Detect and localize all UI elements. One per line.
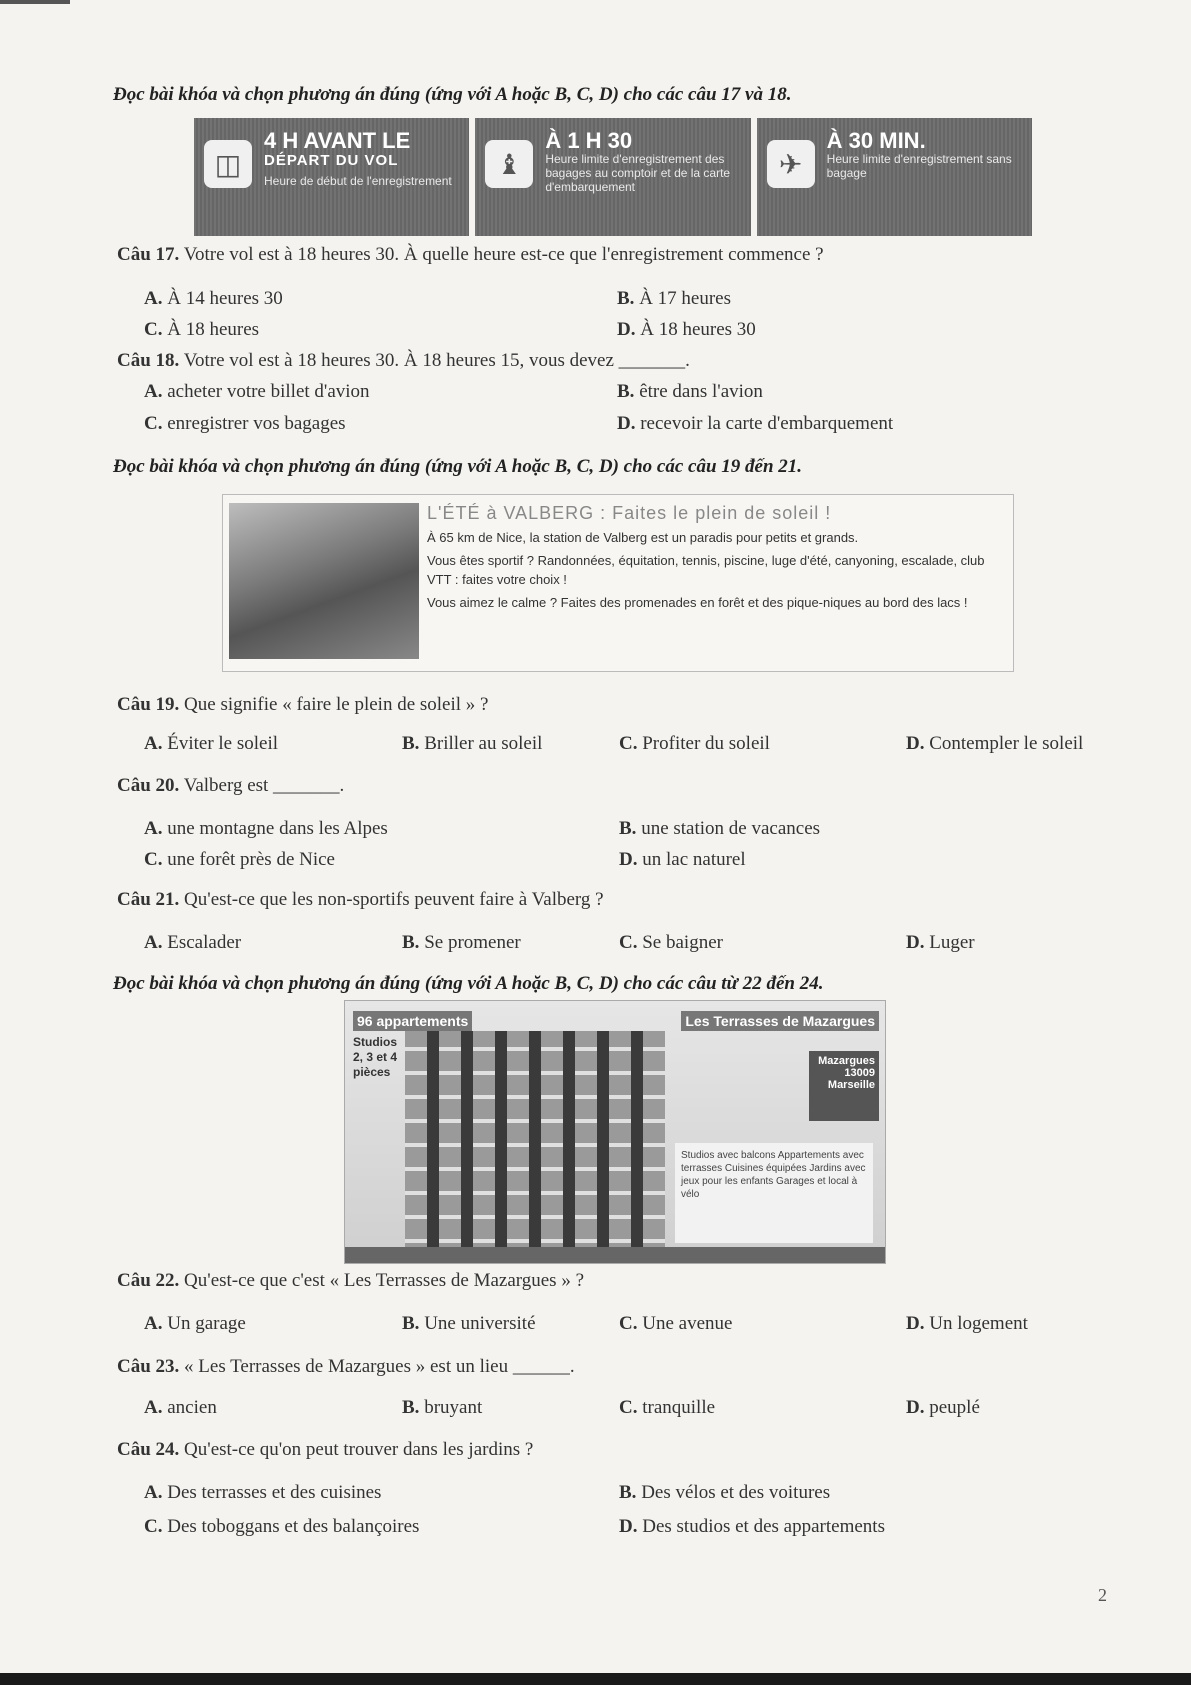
question-23-text: « Les Terrasses de Mazargues » est un lieu ______. xyxy=(179,1356,575,1377)
banner-cell-3-line3: Heure limite d'enregistrement sans bagage xyxy=(826,152,1012,180)
question-19-text: Que signifie « faire le plein de soleil » ? xyxy=(179,694,489,715)
question-19 xyxy=(117,694,488,716)
q19-option-b-letter: B. xyxy=(402,733,420,754)
banner-cell-checkin xyxy=(194,118,469,236)
q21-option-d[interactable] xyxy=(906,932,975,954)
traveler-luggage-icon: ♝ xyxy=(485,140,533,188)
ad-title-right: Les Terrasses de Mazargues xyxy=(681,1011,879,1031)
q17-option-a-text: À 14 heures 30 xyxy=(167,288,283,309)
instruction-22-24: Đọc bài khóa và chọn phương án đúng (ứng với A hoặc B, C, D) cho các câu từ 22 đến 24. xyxy=(113,973,824,994)
q20-option-c[interactable] xyxy=(144,849,335,871)
q22-option-b-text: Une université xyxy=(424,1313,536,1334)
q19-option-d[interactable] xyxy=(906,733,1083,755)
q22-option-a-letter: A. xyxy=(144,1313,163,1334)
q17-option-b[interactable] xyxy=(617,288,731,310)
q18-option-d-letter: D. xyxy=(617,413,636,434)
q18-option-b-text: être dans l'avion xyxy=(639,381,763,402)
q21-option-a-text: Escalader xyxy=(167,932,242,953)
question-19-number: Câu 19. xyxy=(117,694,180,715)
q23-option-a-letter: A. xyxy=(144,1397,163,1418)
banner-cell-3-line1: À 30 MIN. xyxy=(826,128,926,153)
q23-option-c[interactable] xyxy=(619,1397,715,1419)
page-number: 2 xyxy=(1098,1585,1107,1605)
q22-option-d-text: Un logement xyxy=(929,1313,1028,1334)
banner-cell-1-line2: DÉPART DU VOL xyxy=(264,152,399,169)
q24-option-a[interactable] xyxy=(144,1482,381,1504)
scan-bottom-edge xyxy=(0,1673,1191,1685)
q21-option-b[interactable] xyxy=(402,932,521,954)
q21-option-c-text: Se baigner xyxy=(642,932,723,953)
valberg-paragraph-1: À 65 km de Nice, la station de Valberg est un paradis pour petits et grands. xyxy=(427,530,859,545)
q23-option-d-letter: D. xyxy=(906,1397,925,1418)
valberg-paragraph-3: Vous aimez le calme ? Faites des promenades en forêt et des pique-niques au bord des lacs ! xyxy=(427,595,968,610)
q18-option-c-letter: C. xyxy=(144,413,163,434)
q17-option-a[interactable] xyxy=(144,288,283,310)
q19-option-a[interactable] xyxy=(144,733,278,755)
q23-option-b[interactable] xyxy=(402,1397,482,1419)
q17-option-b-text: À 17 heures xyxy=(639,288,731,309)
question-17-number: Câu 17. xyxy=(117,244,180,265)
question-20 xyxy=(117,775,344,797)
q21-option-d-letter: D. xyxy=(906,932,925,953)
q20-option-a-text: une montagne dans les Alpes xyxy=(167,818,388,839)
ad-footer xyxy=(345,1247,885,1263)
q24-option-b[interactable] xyxy=(619,1482,830,1504)
question-18 xyxy=(117,350,690,372)
question-24-number: Câu 24. xyxy=(117,1439,180,1460)
q21-option-a-letter: A. xyxy=(144,932,163,953)
q23-option-b-text: bruyant xyxy=(424,1397,483,1418)
q17-option-d-text: À 18 heures 30 xyxy=(640,319,756,340)
question-24-text: Qu'est-ce qu'on peut trouver dans les jardins ? xyxy=(179,1439,534,1460)
q20-option-d-letter: D. xyxy=(619,849,638,870)
question-22 xyxy=(117,1270,584,1292)
instruction-17-18: Đọc bài khóa và chọn phương án đúng (ứng với A hoặc B, C, D) cho các câu 17 và 18. xyxy=(113,84,792,105)
q24-option-a-letter: A. xyxy=(144,1482,163,1503)
q17-option-c[interactable] xyxy=(144,319,259,341)
q18-option-c[interactable] xyxy=(144,413,346,435)
q21-option-d-text: Luger xyxy=(929,932,975,953)
q19-option-c-text: Profiter du soleil xyxy=(642,733,770,754)
question-18-number: Câu 18. xyxy=(117,350,180,371)
q24-option-d-text: Des studios et des appartements xyxy=(642,1516,885,1537)
q24-option-d[interactable] xyxy=(619,1516,885,1538)
q21-option-c-letter: C. xyxy=(619,932,638,953)
banner-cell-2-line3: Heure limite d'enregistrement des bagages au comptoir et de la carte d'embarquement xyxy=(545,152,731,194)
ad-subtitle-left: Studios 2, 3 et 4 pièces xyxy=(353,1035,398,1079)
q18-option-b[interactable] xyxy=(617,381,763,403)
q18-option-b-letter: B. xyxy=(617,381,635,402)
mazargues-ad xyxy=(344,1000,886,1264)
q24-option-a-text: Des terrasses et des cuisines xyxy=(167,1482,382,1503)
valberg-text-box xyxy=(222,494,1014,672)
check-in-desk-icon: ◫ xyxy=(204,140,252,188)
q21-option-b-text: Se promener xyxy=(424,932,521,953)
q22-option-c-letter: C. xyxy=(619,1313,638,1334)
question-24 xyxy=(117,1439,533,1461)
q22-option-d-letter: D. xyxy=(906,1313,925,1334)
q22-option-a[interactable] xyxy=(144,1313,246,1335)
q17-option-d[interactable] xyxy=(617,319,756,341)
q21-option-a[interactable] xyxy=(144,932,241,954)
q22-option-c[interactable] xyxy=(619,1313,732,1335)
q22-option-a-text: Un garage xyxy=(167,1313,246,1334)
question-18-text: Votre vol est à 18 heures 30. À 18 heures 15, vous devez _______. xyxy=(179,350,690,371)
q19-option-a-letter: A. xyxy=(144,733,163,754)
scan-edge-mark xyxy=(0,0,70,4)
ad-address: Mazargues 13009 Marseille xyxy=(809,1051,879,1121)
question-22-text: Qu'est-ce que c'est « Les Terrasses de Mazargues » ? xyxy=(179,1270,585,1291)
q20-option-c-letter: C. xyxy=(144,849,163,870)
q23-option-c-text: tranquille xyxy=(642,1397,716,1418)
q23-option-b-letter: B. xyxy=(402,1397,420,1418)
q17-option-c-letter: C. xyxy=(144,319,163,340)
q24-option-d-letter: D. xyxy=(619,1516,638,1537)
question-22-number: Câu 22. xyxy=(117,1270,180,1291)
q17-option-b-letter: B. xyxy=(617,288,635,309)
q24-option-b-text: Des vélos et des voitures xyxy=(641,1482,831,1503)
banner-cell-baggage xyxy=(475,118,750,236)
q22-option-b-letter: B. xyxy=(402,1313,420,1334)
q20-option-d[interactable] xyxy=(619,849,746,871)
apartment-building-photo xyxy=(405,1031,665,1263)
question-21 xyxy=(117,889,604,911)
q17-option-c-text: À 18 heures xyxy=(167,319,260,340)
q18-option-a[interactable] xyxy=(144,381,370,403)
q23-option-d[interactable] xyxy=(906,1397,980,1419)
q20-option-b-letter: B. xyxy=(619,818,637,839)
flight-banner xyxy=(194,118,1032,236)
q24-option-c[interactable] xyxy=(144,1516,419,1538)
q20-option-d-text: un lac naturel xyxy=(642,849,746,870)
question-20-text: Valberg est _______. xyxy=(179,775,345,796)
q18-option-a-text: acheter votre billet d'avion xyxy=(167,381,370,402)
q22-option-b[interactable] xyxy=(402,1313,536,1335)
question-21-text: Qu'est-ce que les non-sportifs peuvent faire à Valberg ? xyxy=(179,889,604,910)
q21-option-b-letter: B. xyxy=(402,932,420,953)
q18-option-c-text: enregistrer vos bagages xyxy=(167,413,346,434)
q23-option-a[interactable] xyxy=(144,1397,217,1419)
ad-title-left: 96 appartements xyxy=(353,1011,472,1031)
valberg-title: L'ÉTÉ à VALBERG : Faites le plein de soleil ! xyxy=(427,503,832,523)
q21-option-c[interactable] xyxy=(619,932,723,954)
question-17-text: Votre vol est à 18 heures 30. À quelle heure est-ce que l'enregistrement commence ? xyxy=(179,244,824,265)
q19-option-c-letter: C. xyxy=(619,733,638,754)
q20-option-b-text: une station de vacances xyxy=(641,818,821,839)
q19-option-d-text: Contempler le soleil xyxy=(929,733,1084,754)
question-21-number: Câu 21. xyxy=(117,889,180,910)
banner-cell-plane xyxy=(757,118,1032,236)
banner-cell-1-line1: 4 H AVANT LE xyxy=(264,128,411,153)
q24-option-c-text: Des toboggans et des balançoires xyxy=(167,1516,420,1537)
question-23-number: Câu 23. xyxy=(117,1356,180,1377)
q22-option-c-text: Une avenue xyxy=(642,1313,733,1334)
banner-cell-2-line1: À 1 H 30 xyxy=(545,128,633,153)
q20-option-a-letter: A. xyxy=(144,818,163,839)
q23-option-d-text: peuplé xyxy=(929,1397,980,1418)
q18-option-d-text: recevoir la carte d'embarquement xyxy=(640,413,894,434)
ad-features-list: Studios avec balcons Appartements avec terrasses Cuisines équipées Jardins avec jeux pour les enfants Garages et local à vélo xyxy=(675,1143,873,1243)
question-23 xyxy=(117,1356,575,1378)
q24-option-b-letter: B. xyxy=(619,1482,637,1503)
question-20-number: Câu 20. xyxy=(117,775,180,796)
q23-option-a-text: ancien xyxy=(167,1397,217,1418)
banner-cell-1-line3: Heure de début de l'enregistrement xyxy=(264,174,452,188)
q17-option-a-letter: A. xyxy=(144,288,163,309)
q18-option-a-letter: A. xyxy=(144,381,163,402)
q23-option-c-letter: C. xyxy=(619,1397,638,1418)
q20-option-a[interactable] xyxy=(144,818,388,840)
q19-option-c[interactable] xyxy=(619,733,770,755)
q19-option-d-letter: D. xyxy=(906,733,925,754)
q19-option-b[interactable] xyxy=(402,733,542,755)
plane-icon: ✈ xyxy=(767,140,815,188)
q19-option-a-text: Éviter le soleil xyxy=(167,733,279,754)
q17-option-d-letter: D. xyxy=(617,319,636,340)
q20-option-c-text: une forêt près de Nice xyxy=(167,849,335,870)
mountain-hikers-photo xyxy=(229,503,419,659)
question-17 xyxy=(117,244,824,266)
q19-option-b-text: Briller au soleil xyxy=(424,733,543,754)
q20-option-b[interactable] xyxy=(619,818,820,840)
q22-option-d[interactable] xyxy=(906,1313,1028,1335)
instruction-19-21: Đọc bài khóa và chọn phương án đúng (ứng với A hoặc B, C, D) cho các câu 19 đến 21. xyxy=(113,456,803,477)
q24-option-c-letter: C. xyxy=(144,1516,163,1537)
q18-option-d[interactable] xyxy=(617,413,893,435)
valberg-paragraph-2: Vous êtes sportif ? Randonnées, équitation, tennis, piscine, luge d'été, canyoning, escalade, club VTT : faites votre choix ! xyxy=(427,553,985,587)
